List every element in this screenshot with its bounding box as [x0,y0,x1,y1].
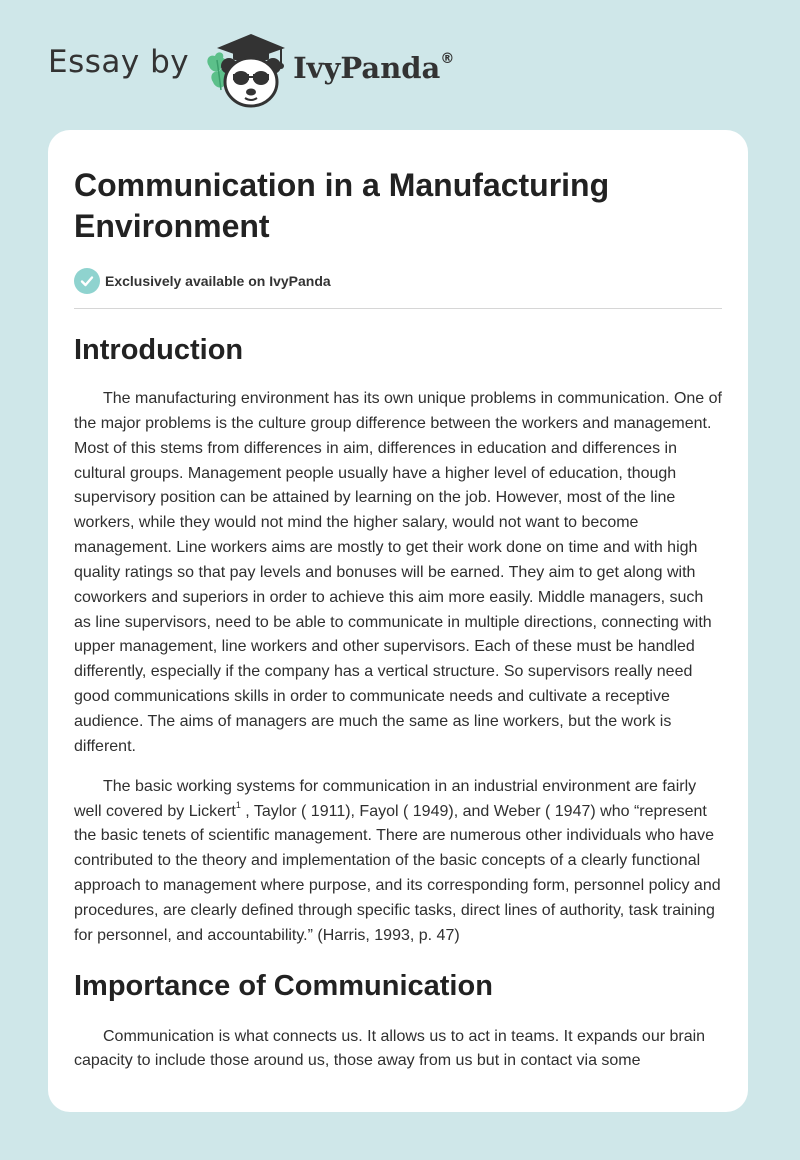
page-title: Communication in a Manufacturing Environment [74,167,610,244]
section-introduction [74,333,722,949]
paragraph-intro-2-part-1: The basic working systems for communication in an industrial environment are fairly well covered by Lickert [74,777,697,820]
section-heading-importance: Importance of Communication [74,969,493,1002]
ivypanda-logo-icon[interactable] [203,30,289,110]
footnote-marker[interactable]: 1 [235,800,241,811]
paragraph-intro-2 [74,775,722,949]
section-importance-of-communication [74,969,722,1075]
paragraph-importance-1: Communication is what connects us. It allows us to act in teams. It expands our brain capacity to include those around us, those away from us but in contact via some [74,1027,706,1070]
essay-by-label: Essay by [48,44,190,80]
registered-mark: ® [440,51,455,68]
site-header [48,30,454,110]
check-icon [74,268,100,294]
brand-name-text: IvyPanda [293,51,441,85]
essay-card [48,130,748,1112]
paragraph-intro-2-part-2: , Taylor ( 1911), Fayol ( 1949), and Weber ( 1947) who “represent the basic tenets of scientific management. There are numerous other individuals who have contributed to the theory and implementation of the basic concepts of a clearly functional approach to management where purpose, and its corresponding form, personnel policy and procedures, are clearly defined through specific tasks, direct lines of authority, task training for personnel, and accountability.” (Harris, 1993, p. 47) [74,802,721,944]
ivypanda-wordmark[interactable] [293,51,454,85]
section-heading-introduction: Introduction [74,334,244,366]
exclusive-badge-text: Exclusively available on IvyPanda [105,273,331,289]
title-divider [74,308,722,309]
paragraph-intro-1: The manufacturing environment has its own unique problems in communication. One of the major problems is the culture group difference between the workers and management. Most of this stems from differences in aim, differences in education and differences in cultural groups. Management people usually have a higher level of education, though supervisory position can be attained by learning on the job. However, most of the line workers, while they would not mind the higher salary, would not want to become management. Line workers aims are mostly to get their work done on time and with high quality ratings so that pay levels and bonuses will be earned. They aim to get along with coworkers and superiors in order to achieve this aim more easily. Middle managers, such as line supervisors, need to be able to communicate in multiple directions, connecting with upper management, line workers and other supervisors. Each of these must be handled differently, especially if the company has a vertical structure. So supervisors really need good communications skills in order to communicate needs and cultivate a receptive audience. The aims of managers are much the same as line workers, but the work is different. [74,390,722,755]
exclusive-badge [74,267,722,295]
